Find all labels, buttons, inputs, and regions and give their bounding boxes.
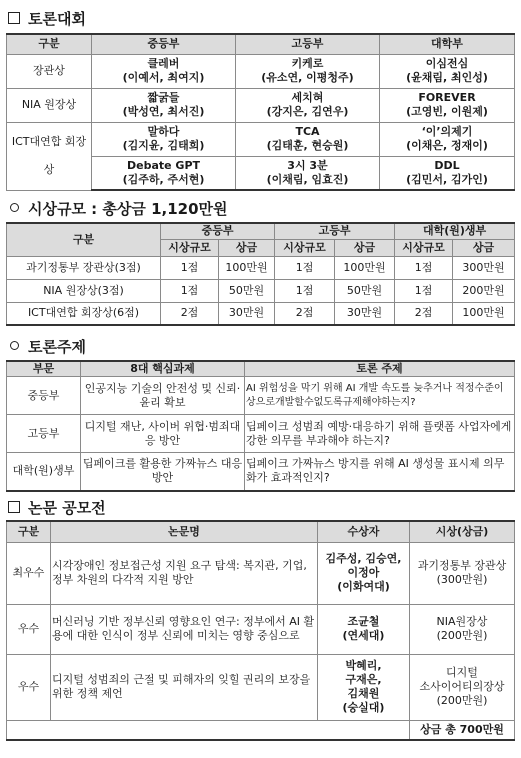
column-header: 대학부	[380, 34, 515, 54]
table-cell: 100만원	[453, 302, 515, 325]
total-spacer	[7, 720, 410, 740]
paper-title-cell: 머신러닝 기반 정부신뢰 영향요인 연구: 정부에서 AI 활용에 대한 인식이 정부 신뢰에 미치는 영향 중심으로	[51, 604, 318, 654]
section-title: 토론주제	[28, 338, 86, 356]
debate-topic-cell: AI 위험성을 막기 위해 AI 개발 속도를 늦추거나 적정수준이상으로개발할수없도록규제해야하는지?	[245, 377, 515, 415]
table-cell: 1점	[395, 279, 453, 302]
table-cell: 2점	[161, 302, 219, 325]
award-cell: NIA원장상 (200만원)	[410, 604, 515, 654]
award-cell: 과기정통부 장관상 (300만원)	[410, 542, 515, 604]
checkbox-square-icon	[8, 12, 20, 24]
table-cell: 300만원	[453, 256, 515, 279]
team-cell: TCA (김태훈, 현승원)	[236, 122, 380, 156]
circle-bullet-icon	[10, 341, 19, 350]
column-header: 고등부	[236, 34, 380, 54]
core-task-cell: 인공지능 기술의 안전성 및 신뢰·윤리 확보	[81, 377, 245, 415]
award-cell: 디지털 소사이어티의장상 (200만원)	[410, 654, 515, 720]
checkbox-square-icon	[8, 501, 20, 513]
column-header: 논문명	[51, 521, 318, 542]
winner-cell: 조균철 (연세대)	[318, 604, 410, 654]
column-header: 구분	[7, 223, 161, 256]
column-header: 시상(상금)	[410, 521, 515, 542]
award-label: 장관상	[7, 54, 92, 88]
team-cell: 클레버 (이예서, 최여지)	[92, 54, 236, 88]
prize-row-label: NIA 원장상(3점)	[7, 279, 161, 302]
table-cell: 2점	[275, 302, 335, 325]
column-header: 구분	[7, 34, 92, 54]
table-cell: 1점	[395, 256, 453, 279]
column-header: 중등부	[92, 34, 236, 54]
table-cell: 30만원	[335, 302, 395, 325]
team-cell: 짧굵들 (박성연, 최서진)	[92, 88, 236, 122]
prize-row-label: 과기정통부 장관상(3점)	[7, 256, 161, 279]
team-cell: 이심전심 (윤채림, 최인성)	[380, 54, 515, 88]
topics-table	[6, 360, 515, 492]
table-cell: 50만원	[219, 279, 275, 302]
section-prize-heading	[6, 198, 228, 219]
debate-topic-cell: 딥페이크 성범죄 예방·대응하기 위해 플랫폼 사업자에게 강한 의무를 부과해야 하는지?	[245, 415, 515, 453]
column-header: 토론 주제	[245, 361, 515, 377]
column-subheader: 시상규모	[161, 239, 219, 256]
section-title: 논문 공모전	[28, 499, 106, 517]
section-debate-heading	[6, 8, 86, 29]
grade-label: 우수	[7, 604, 51, 654]
team-cell: 키케로 (유소연, 이평청주)	[236, 54, 380, 88]
column-subheader: 상금	[335, 239, 395, 256]
circle-bullet-icon	[10, 203, 19, 212]
table-cell: 200만원	[453, 279, 515, 302]
paper-title-cell: 디지털 성범죄의 근절 및 피해자의 잊힐 권리의 보장을 위한 정책 제언	[51, 654, 318, 720]
division-label: 대학(원)생부	[7, 453, 81, 491]
column-header: 부문	[7, 361, 81, 377]
section-title: 토론대회	[28, 10, 86, 28]
division-label: 중등부	[7, 377, 81, 415]
prize-row-label: ICT대연합 회장상(6점)	[7, 302, 161, 325]
column-subheader: 시상규모	[395, 239, 453, 256]
table-cell: 1점	[275, 279, 335, 302]
table-cell: 1점	[161, 256, 219, 279]
team-cell: 세치혀 (강지은, 김연우)	[236, 88, 380, 122]
section-title: 시상규모 : 총상금 1,120만원	[28, 200, 228, 218]
paper-title-cell: 시각장애인 정보접근성 지원 요구 탐색: 복지관, 기업, 정부 차원의 다각적 지원 방안	[51, 542, 318, 604]
team-cell: Debate GPT (김주하, 주서현)	[92, 156, 236, 190]
award-label: NIA 원장상	[7, 88, 92, 122]
winner-cell: 박혜리, 구재은, 김채원 (숭실대)	[318, 654, 410, 720]
debate-table	[6, 33, 515, 191]
table-cell: 50만원	[335, 279, 395, 302]
core-task-cell: 디지털 재난, 사이버 위협·범죄대응 방안	[81, 415, 245, 453]
table-cell: 30만원	[219, 302, 275, 325]
team-cell: ‘이’의제기 (이채은, 정재이)	[380, 122, 515, 156]
column-header: 대학(원)생부	[395, 223, 515, 239]
prize-table	[6, 222, 515, 326]
table-cell: 1점	[161, 279, 219, 302]
table-cell: 100만원	[335, 256, 395, 279]
total-prize: 상금 총 700만원	[410, 720, 515, 740]
division-label: 고등부	[7, 415, 81, 453]
column-header: 구분	[7, 521, 51, 542]
winner-cell: 김주성, 김승연, 이정아 (이화여대)	[318, 542, 410, 604]
table-cell: 1점	[275, 256, 335, 279]
column-subheader: 상금	[453, 239, 515, 256]
section-papers-heading	[6, 497, 106, 518]
column-header: 수상자	[318, 521, 410, 542]
award-label: ICT대연합 회장상	[7, 122, 92, 190]
grade-label: 최우수	[7, 542, 51, 604]
column-subheader: 시상규모	[275, 239, 335, 256]
team-cell: 말하다 (김지윤, 김태희)	[92, 122, 236, 156]
column-header: 중등부	[161, 223, 275, 239]
team-cell: DDL (김민서, 김가인)	[380, 156, 515, 190]
column-header: 고등부	[275, 223, 395, 239]
team-cell: FOREVER (고영빈, 이원제)	[380, 88, 515, 122]
table-cell: 2점	[395, 302, 453, 325]
core-task-cell: 딥페이크를 활용한 가짜뉴스 대응 방안	[81, 453, 245, 491]
column-subheader: 상금	[219, 239, 275, 256]
section-topics-heading	[6, 336, 86, 357]
papers-table	[6, 520, 515, 741]
team-cell: 3시 3분 (이채림, 임효진)	[236, 156, 380, 190]
column-header: 8대 핵심과제	[81, 361, 245, 377]
table-cell: 100만원	[219, 256, 275, 279]
debate-topic-cell: 딥페이크 가짜뉴스 방지를 위해 AI 생성물 표시제 의무화가 효과적인지?	[245, 453, 515, 491]
grade-label: 우수	[7, 654, 51, 720]
